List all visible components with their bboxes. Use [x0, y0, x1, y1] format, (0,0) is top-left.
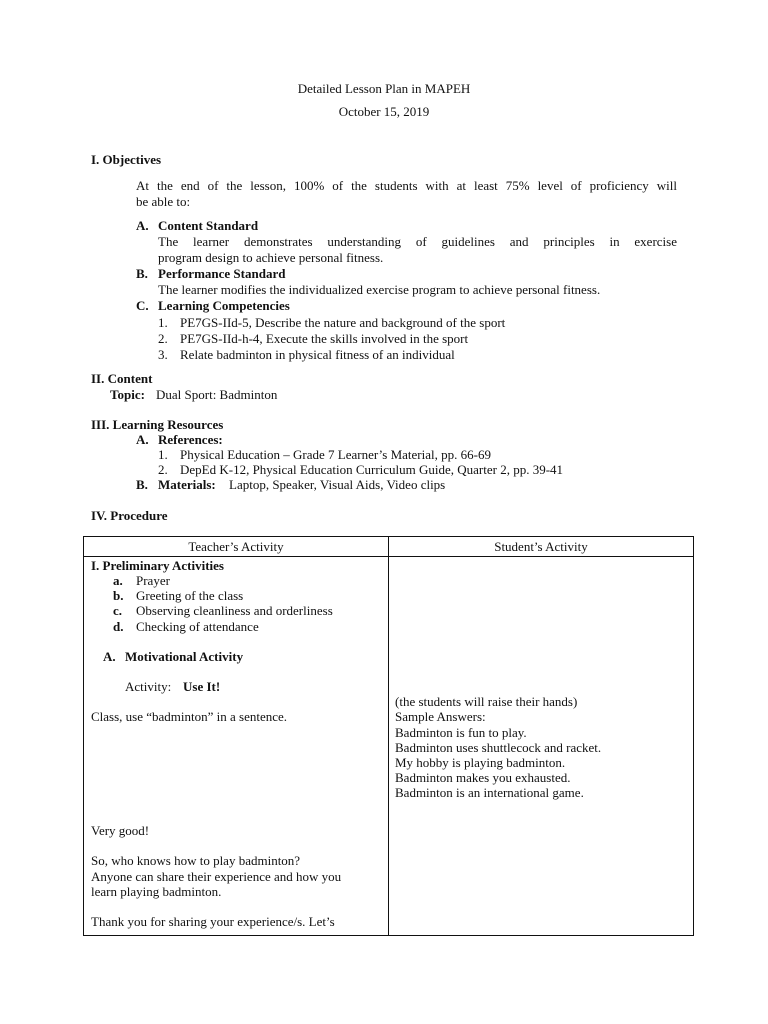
- motivational-marker: A.: [103, 649, 116, 664]
- content-standard-marker: A.: [136, 218, 149, 233]
- sample-answers-label: Sample Answers:: [395, 709, 486, 724]
- objectives-intro-line1: At the end of the lesson, 100% of the students with at least 75% level of proficiency will: [136, 178, 677, 193]
- references-marker: A.: [136, 432, 149, 447]
- procedure-table: [83, 536, 694, 936]
- teacher-activity-header: Teacher’s Activity: [84, 537, 389, 557]
- content-standard-line1: The learner demonstrates understanding of guidelines and principles in exercise: [158, 234, 677, 249]
- resources-heading: III. Learning Resources: [91, 417, 224, 432]
- activity-name: Use It!: [183, 679, 221, 694]
- competency-number: 2.: [158, 331, 168, 346]
- materials-marker: B.: [136, 477, 148, 492]
- preliminary-marker: b.: [113, 588, 124, 603]
- preliminary-heading: I. Preliminary Activities: [91, 558, 224, 573]
- objectives-heading: I. Objectives: [91, 152, 162, 167]
- competency-number: 3.: [158, 347, 168, 362]
- preliminary-item: Observing cleanliness and orderliness: [136, 603, 333, 618]
- content-standard-line2: program design to achieve personal fitness.: [158, 250, 384, 265]
- student-activity-header: Student’s Activity: [389, 537, 694, 557]
- performance-standard-marker: B.: [136, 266, 148, 281]
- activity-label: Activity:: [125, 679, 172, 694]
- student-response: (the students will raise their hands): [395, 694, 578, 709]
- sample-answer: Badminton is fun to play.: [395, 725, 527, 740]
- teacher-question-line2: Anyone can share their experience and how you: [91, 869, 342, 884]
- preliminary-marker: d.: [113, 619, 124, 634]
- content-heading: II. Content: [91, 371, 153, 386]
- competency-item: PE7GS-IId-5, Describe the nature and background of the sport: [180, 315, 506, 330]
- performance-standard-label: Performance Standard: [158, 266, 286, 281]
- performance-standard-line1: The learner modifies the individualized exercise program to achieve personal fitness.: [158, 282, 601, 297]
- reference-number: 1.: [158, 447, 168, 462]
- teacher-instruction: Class, use “badminton” in a sentence.: [91, 709, 288, 724]
- content-standard-label: Content Standard: [158, 218, 259, 233]
- teacher-thanks-line: Thank you for sharing your experience/s. Let’s: [91, 914, 335, 929]
- reference-number: 2.: [158, 462, 168, 477]
- competencies-label: Learning Competencies: [158, 298, 290, 313]
- document-title: Detailed Lesson Plan in MAPEH: [297, 81, 471, 96]
- preliminary-marker: a.: [113, 573, 123, 588]
- procedure-body-row: [84, 557, 694, 936]
- topic-label: Topic:: [110, 387, 145, 402]
- objectives-intro-line2: be able to:: [136, 194, 191, 209]
- sample-answer: Badminton makes you exhausted.: [395, 770, 571, 785]
- materials-value: Laptop, Speaker, Visual Aids, Video clips: [229, 477, 446, 492]
- competency-item: PE7GS-IId-h-4, Execute the skills involved in the sport: [180, 331, 469, 346]
- preliminary-marker: c.: [113, 603, 123, 618]
- sample-answer: Badminton is an international game.: [395, 785, 584, 800]
- student-activity-cell: [389, 557, 694, 936]
- preliminary-item: Checking of attendance: [136, 619, 259, 634]
- procedure-heading: IV. Procedure: [91, 508, 168, 523]
- competency-number: 1.: [158, 315, 168, 330]
- teacher-question-line3: learn playing badminton.: [91, 884, 222, 899]
- preliminary-item: Prayer: [136, 573, 170, 588]
- competencies-marker: C.: [136, 298, 149, 313]
- reference-item: DepEd K-12, Physical Education Curriculum Guide, Quarter 2, pp. 39-41: [180, 462, 564, 477]
- preliminary-item: Greeting of the class: [136, 588, 244, 603]
- topic-value: Dual Sport: Badminton: [156, 387, 278, 402]
- motivational-heading: Motivational Activity: [125, 649, 244, 664]
- procedure-header-row: [84, 537, 694, 557]
- teacher-activity-cell: [84, 557, 389, 936]
- teacher-praise: Very good!: [91, 823, 150, 838]
- reference-item: Physical Education – Grade 7 Learner’s Material, pp. 66-69: [180, 447, 491, 462]
- sample-answer: My hobby is playing badminton.: [395, 755, 566, 770]
- teacher-question-line1: So, who knows how to play badminton?: [91, 853, 301, 868]
- document-date: October 15, 2019: [338, 104, 430, 119]
- materials-label: Materials:: [158, 477, 216, 492]
- references-label: References:: [158, 432, 223, 447]
- competency-item: Relate badminton in physical fitness of an individual: [180, 347, 455, 362]
- sample-answer: Badminton uses shuttlecock and racket.: [395, 740, 602, 755]
